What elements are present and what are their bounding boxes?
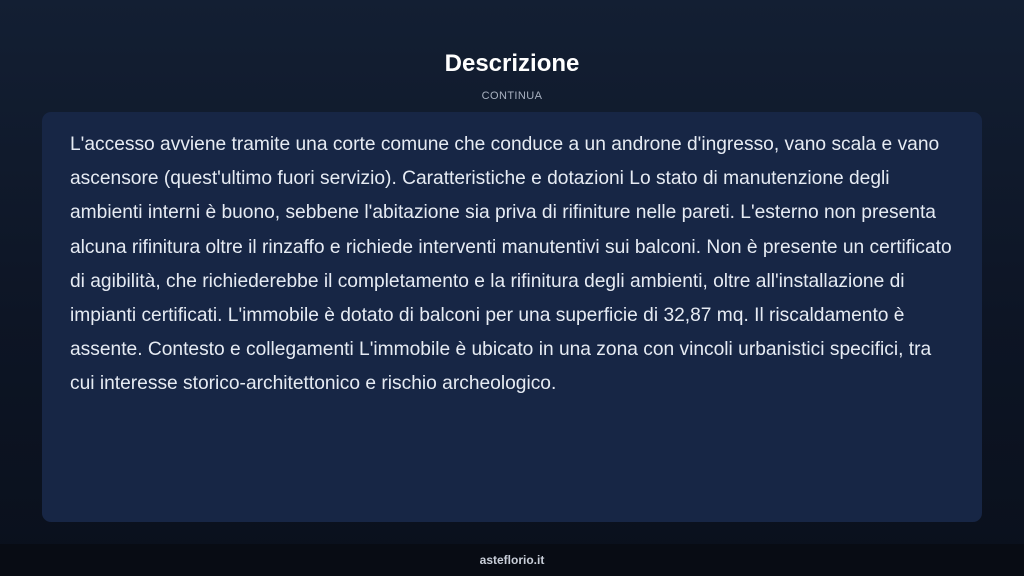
- description-text: L'accesso avviene tramite una corte comune che conduce a un androne d'ingresso, vano scala e vano ascensore (quest'ultimo fuori servizio). Caratteristiche e dotazioni Lo stato di manutenzione degli ambienti interni è buono, sebbene l'abitazione sia priva di rifiniture nelle pareti. L'esterno non presenta alcuna rifinitura oltre il rinzaffo e richiede interventi manutentivi sui balconi. Non è presente un certificato di agibilità, che richiederebbe il completamento e la rifinitura degli ambienti, oltre all'installazione di impianti certificati. L'immobile è dotato di balconi per una superficie di 32,87 mq. Il riscaldamento è assente. Contesto e collegamenti L'immobile è ubicato in una zona con vincoli urbanistici specifici, tra cui interesse storico-architettonico e rischio archeologico.: [70, 134, 952, 395]
- page-title: Descrizione: [444, 50, 580, 77]
- description-card: [42, 112, 982, 522]
- continue-label: CONTINUA: [481, 90, 543, 102]
- footer-site-label: asteflorio.it: [479, 553, 545, 567]
